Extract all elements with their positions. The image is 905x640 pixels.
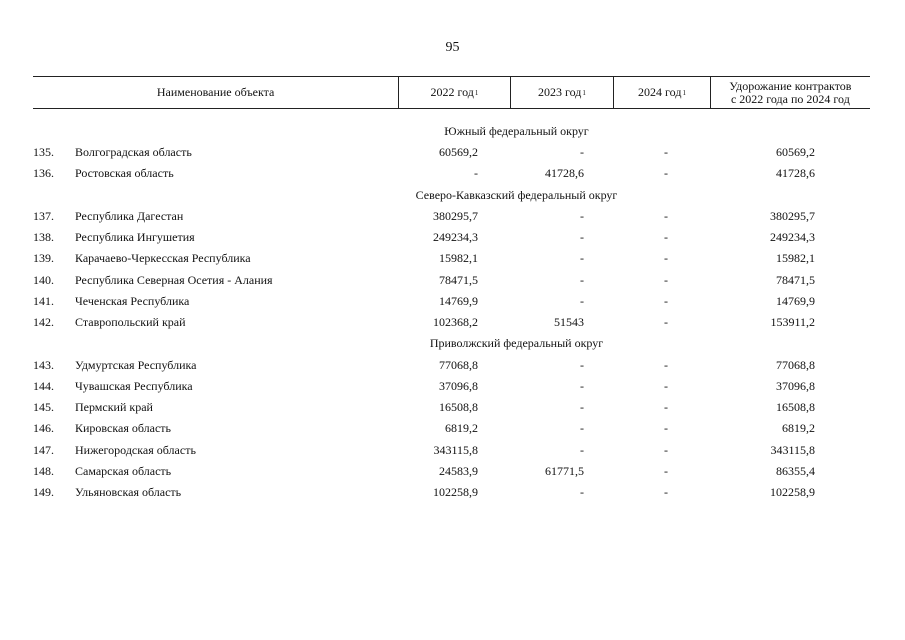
header-2023: 2023 год 1 [510,77,614,108]
row-number: 146. [33,421,54,436]
object-name: Карачаево-Черкесская Республика [75,251,251,266]
value-2024: - [664,442,668,457]
value-2023: - [580,293,584,308]
object-name: Волгоградская область [75,145,192,160]
value-2022: 15982,1 [439,251,478,266]
table-row [33,227,870,248]
value-2024: - [664,357,668,372]
table-row [33,397,870,418]
value-2024: - [664,208,668,223]
value-total: 16508,8 [776,400,815,415]
value-2023: - [580,251,584,266]
value-2024: - [664,464,668,478]
page-number: 95 [445,40,460,55]
row-number: 148. [33,464,54,478]
value-total: 6819,2 [782,421,815,436]
header-2022: 2022 год 1 [398,77,509,108]
table-row [33,206,870,227]
value-total: 78471,5 [776,272,815,287]
header-2022-label: 2022 год [430,85,474,99]
value-2022: 37096,8 [439,378,478,393]
value-2024: - [664,293,668,308]
row-number: 149. [33,485,54,500]
value-2024: - [664,166,668,181]
table-row [33,269,870,290]
row-number: 135. [33,145,54,160]
object-name: Удмуртская Республика [75,357,197,372]
value-2022: 16508,8 [439,400,478,415]
table-row [33,354,870,375]
value-2023: 41728,6 [545,166,584,181]
object-name: Чувашская Республика [75,378,193,393]
value-total: 380295,7 [770,208,815,223]
object-name: Ростовская область [75,166,174,181]
value-2024: - [664,378,668,393]
object-name: Самарская область [75,464,172,478]
value-2024: - [664,485,668,500]
value-2023: - [580,357,584,372]
table-row [33,461,870,482]
value-2023: - [580,230,584,245]
object-name: Нижегородская область [75,442,196,457]
value-total: 249234,3 [770,230,815,245]
value-total: 343115,8 [770,442,815,457]
value-2024: - [664,400,668,415]
value-2022: 343115,8 [433,442,478,457]
table-row [33,291,870,312]
value-total: 153911,2 [770,315,815,330]
row-number: 137. [33,208,54,223]
section-title: Приволжский федеральный округ [429,336,604,351]
table-row [33,142,870,163]
value-2022: 102258,9 [433,485,478,500]
value-total: 41728,6 [776,166,815,181]
value-2023: - [580,272,584,287]
value-2022: 24583,9 [439,464,478,478]
table-header [33,76,870,109]
row-number: 141. [33,293,54,308]
table-row [33,248,870,269]
value-2023: 51543 [554,315,584,330]
value-2023: - [580,421,584,436]
row-number: 147. [33,442,54,457]
value-total: 37096,8 [776,378,815,393]
value-total: 14769,9 [776,293,815,308]
value-2022: 380295,7 [433,208,478,223]
table-body [33,121,870,503]
header-total-increase [710,77,870,108]
table-row [33,376,870,397]
object-name: Ставропольский край [75,315,186,330]
table-row [33,163,870,184]
header-total-line1: Удорожание контрактов [729,78,852,93]
value-2022: 78471,5 [439,272,478,287]
table-row [33,440,870,461]
value-total: 60569,2 [776,145,815,160]
value-2022: 77068,8 [439,357,478,372]
value-total: 86355,4 [776,464,815,478]
value-2022: 102368,2 [433,315,478,330]
row-number: 144. [33,378,54,393]
table-row [33,482,870,503]
value-2022: 14769,9 [439,293,478,308]
object-name: Пермский край [75,400,153,415]
object-name: Кировская область [75,421,172,436]
contracts-table [33,76,870,503]
row-number: 142. [33,315,54,330]
object-name: Республика Ингушетия [75,230,195,245]
header-2024: 2024 год 1 [613,77,710,108]
header-object-name: Наименование объекта [156,85,275,99]
object-name: Ульяновская область [75,485,182,500]
object-name: Республика Северная Осетия - Алания [75,272,273,287]
value-2023: - [580,145,584,160]
value-2024: - [664,421,668,436]
row-number: 139. [33,251,54,266]
value-total: 77068,8 [776,357,815,372]
object-name: Чеченская Республика [75,293,190,308]
value-2022: 60569,2 [439,145,478,160]
object-name: Республика Дагестан [75,208,184,223]
value-2024: - [664,251,668,266]
header-total-line2: с 2022 года по 2024 год [730,91,850,106]
value-2023: - [580,485,584,500]
value-2023: 61771,5 [545,464,584,478]
value-2023: - [580,442,584,457]
header-2024-label: 2024 год [638,85,682,99]
table-row [33,312,870,333]
row-number: 140. [33,272,54,287]
section-title: Северо-Кавказский федеральный округ [415,187,618,202]
row-number: 138. [33,230,54,245]
row-number: 136. [33,166,54,181]
value-2022: 6819,2 [445,421,478,436]
value-2024: - [664,315,668,330]
value-2023: - [580,208,584,223]
value-2023: - [580,400,584,415]
table-row [33,418,870,439]
value-2023: - [580,378,584,393]
value-2024: - [664,230,668,245]
value-total: 15982,1 [776,251,815,266]
row-number: 143. [33,357,54,372]
value-2022: - [474,166,478,181]
header-2023-label: 2023 год [538,85,582,99]
value-total: 102258,9 [770,485,815,500]
value-2024: - [664,272,668,287]
section-title: Южный федеральный округ [444,124,589,138]
value-2024: - [664,145,668,160]
row-number: 145. [33,400,54,415]
value-2022: 249234,3 [433,230,478,245]
